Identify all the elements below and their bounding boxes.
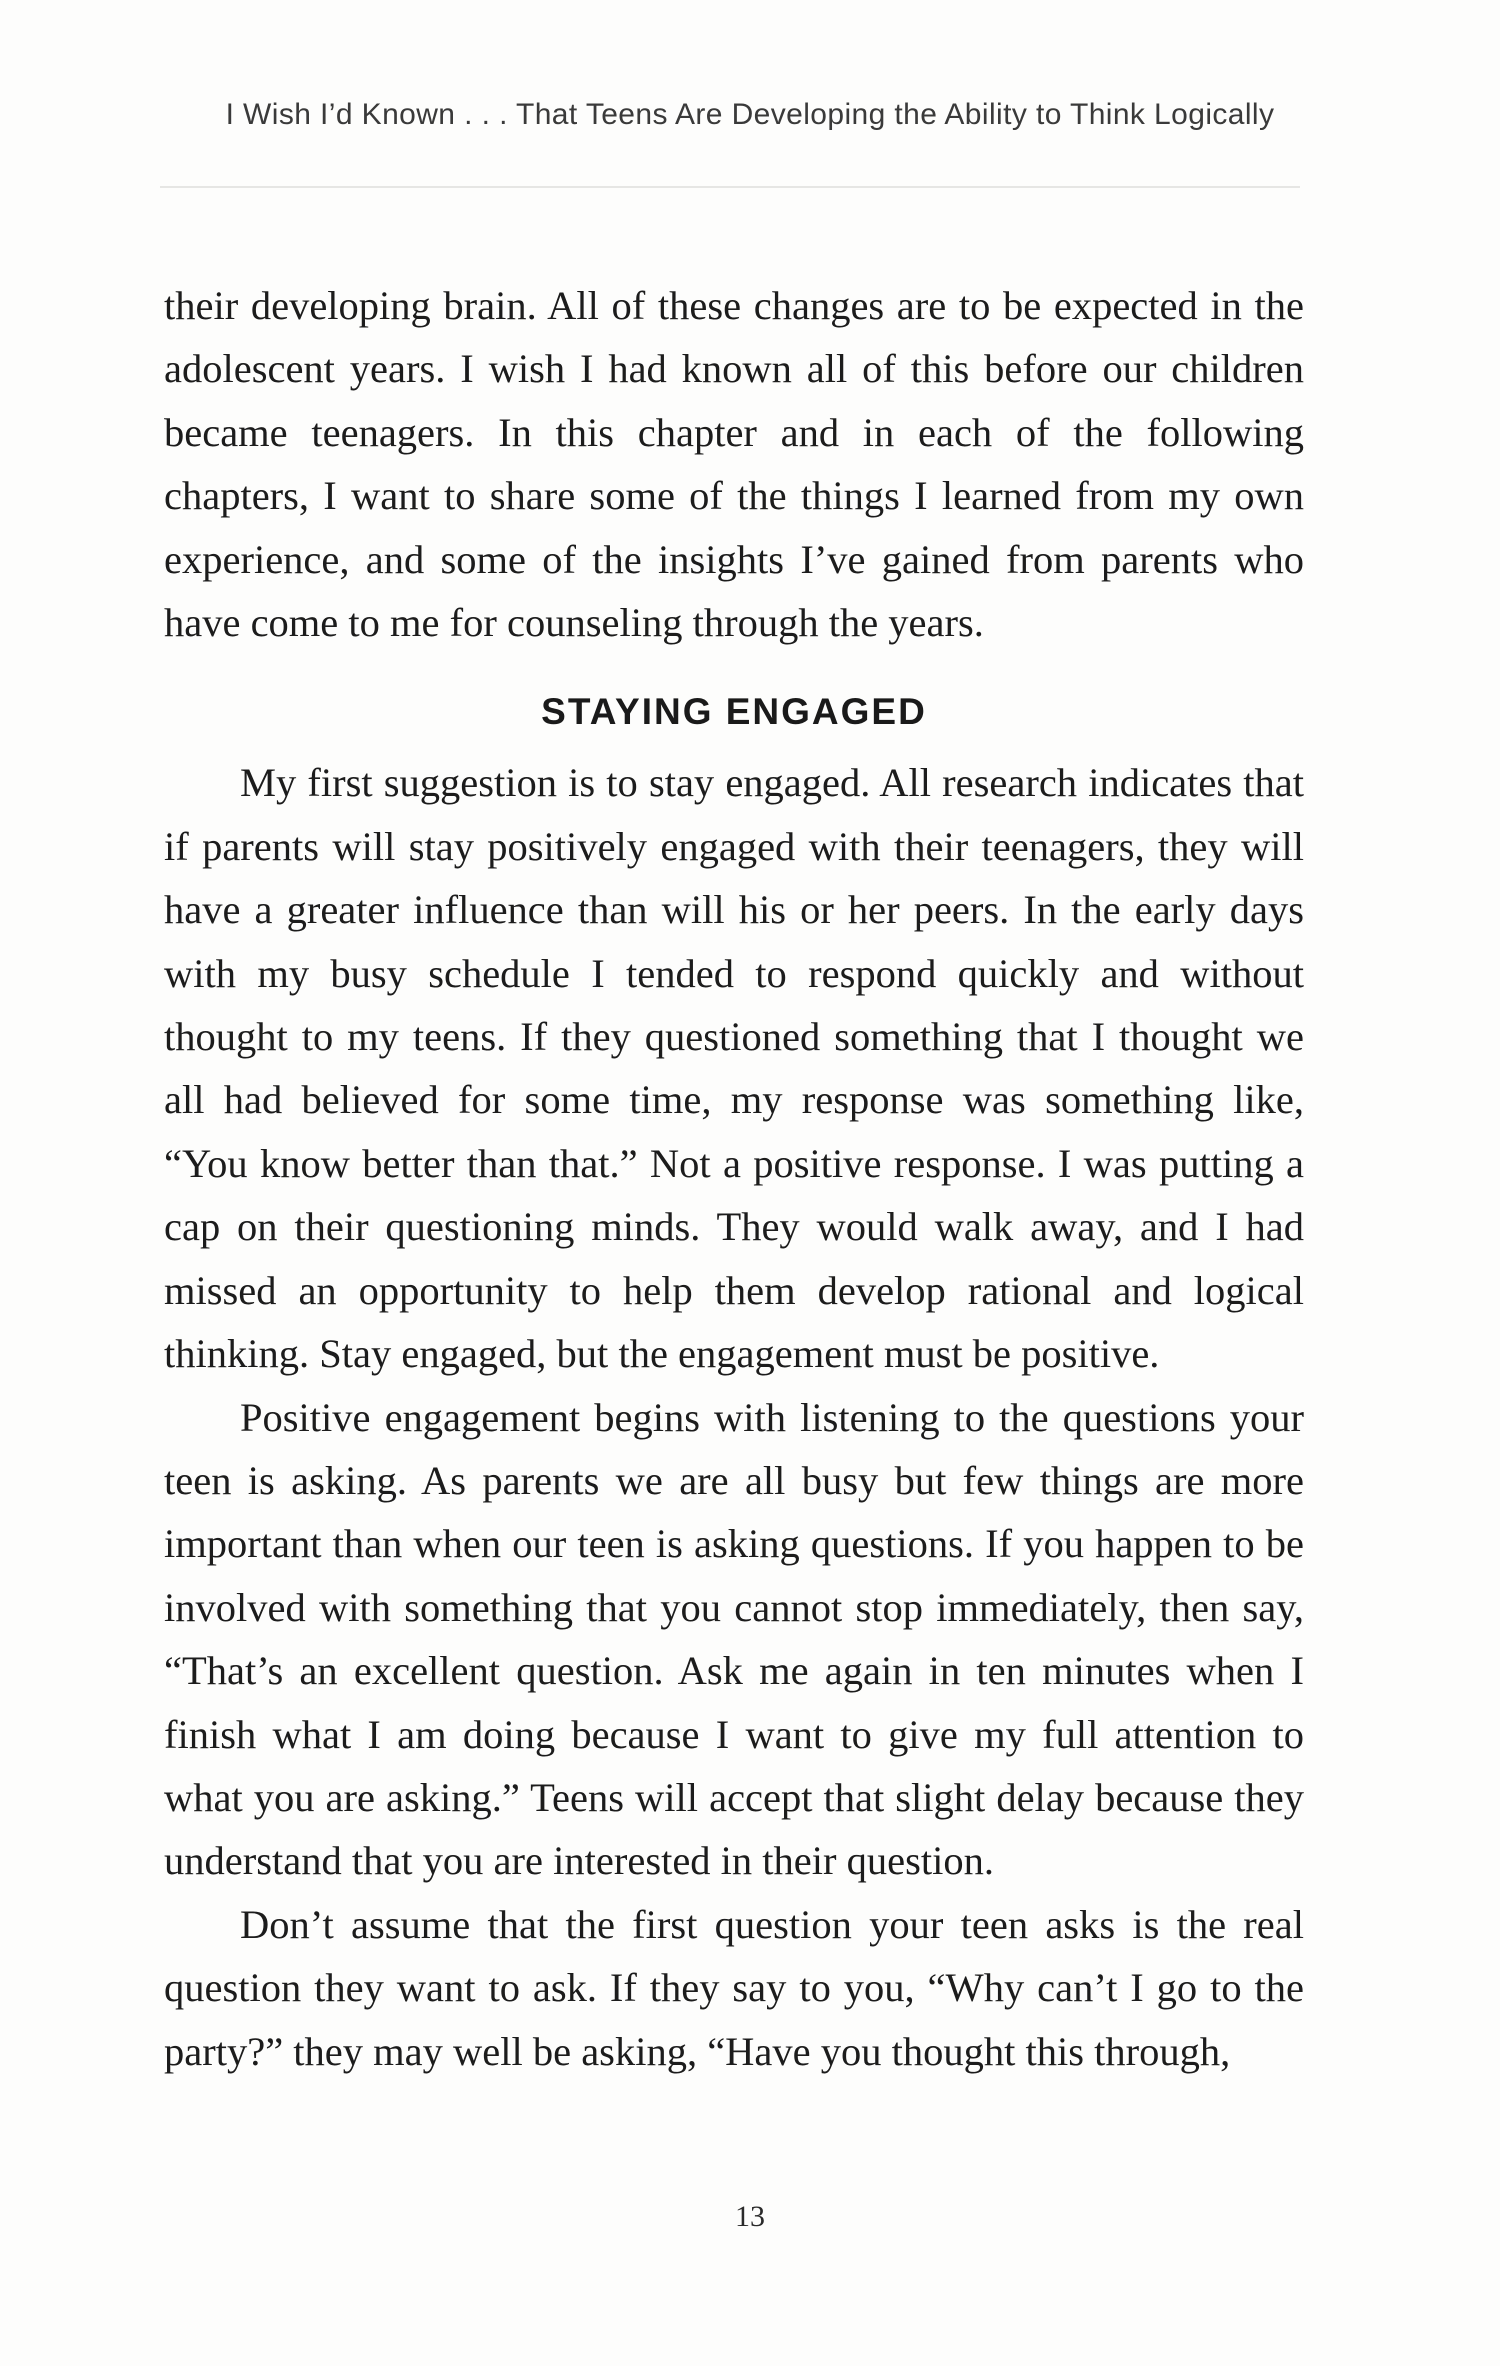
paragraph-intro: their developing brain. All of these changes are to be expected in the adolescent years. I wish I had known all of this before our children became teenagers. In this chapter and in each of the following chapters, I want to share some of the things I learned from my own experience, and some of the insights I’ve gained from parents who have come to me for counseling through the years. [164,283,1304,646]
running-head: I Wish I’d Known . . . That Teens Are Developing the Ability to Think Logically [225,98,1275,131]
paragraph-3: Don’t assume that the first question your teen asks is the real question they want to ask. If they say to you, “Why can’t I go to the party?” they may well be asking, “Have you thought this through, [164,1901,1304,2074]
header-rule [160,186,1300,188]
body-text [164,274,1304,2083]
section-heading: STAYING ENGAGED [541,691,927,733]
page-number: 13 [735,2200,765,2233]
paragraph-1: My first suggestion is to stay engaged. All research indicates that if parents will stay positively engaged with their teenagers, they will have a greater influence than will his or her peers. In the early days with my busy schedule I tended to respond quickly and without thought to my teens. If they questioned something that I thought we all had believed for some time, my response was something like, “You know better than that.” Not a positive response. I was putting a cap on their questioning minds. They would walk away, and I had missed an opportunity to help them develop rational and logical thinking. Stay engaged, but the engagement must be positive. [164,760,1304,1377]
paragraph-2: Positive engagement begins with listening to the questions your teen is asking. As parents we are all busy but few things are more important than when our teen is asking questions. If you happen to be involved with something that you cannot stop immediately, then say, “That’s an excellent question. Ask me again in ten minutes when I finish what I am doing because I want to give my full attention to what you are asking.” Teens will accept that slight delay because they understand that you are interested in their question. [164,1394,1304,1884]
